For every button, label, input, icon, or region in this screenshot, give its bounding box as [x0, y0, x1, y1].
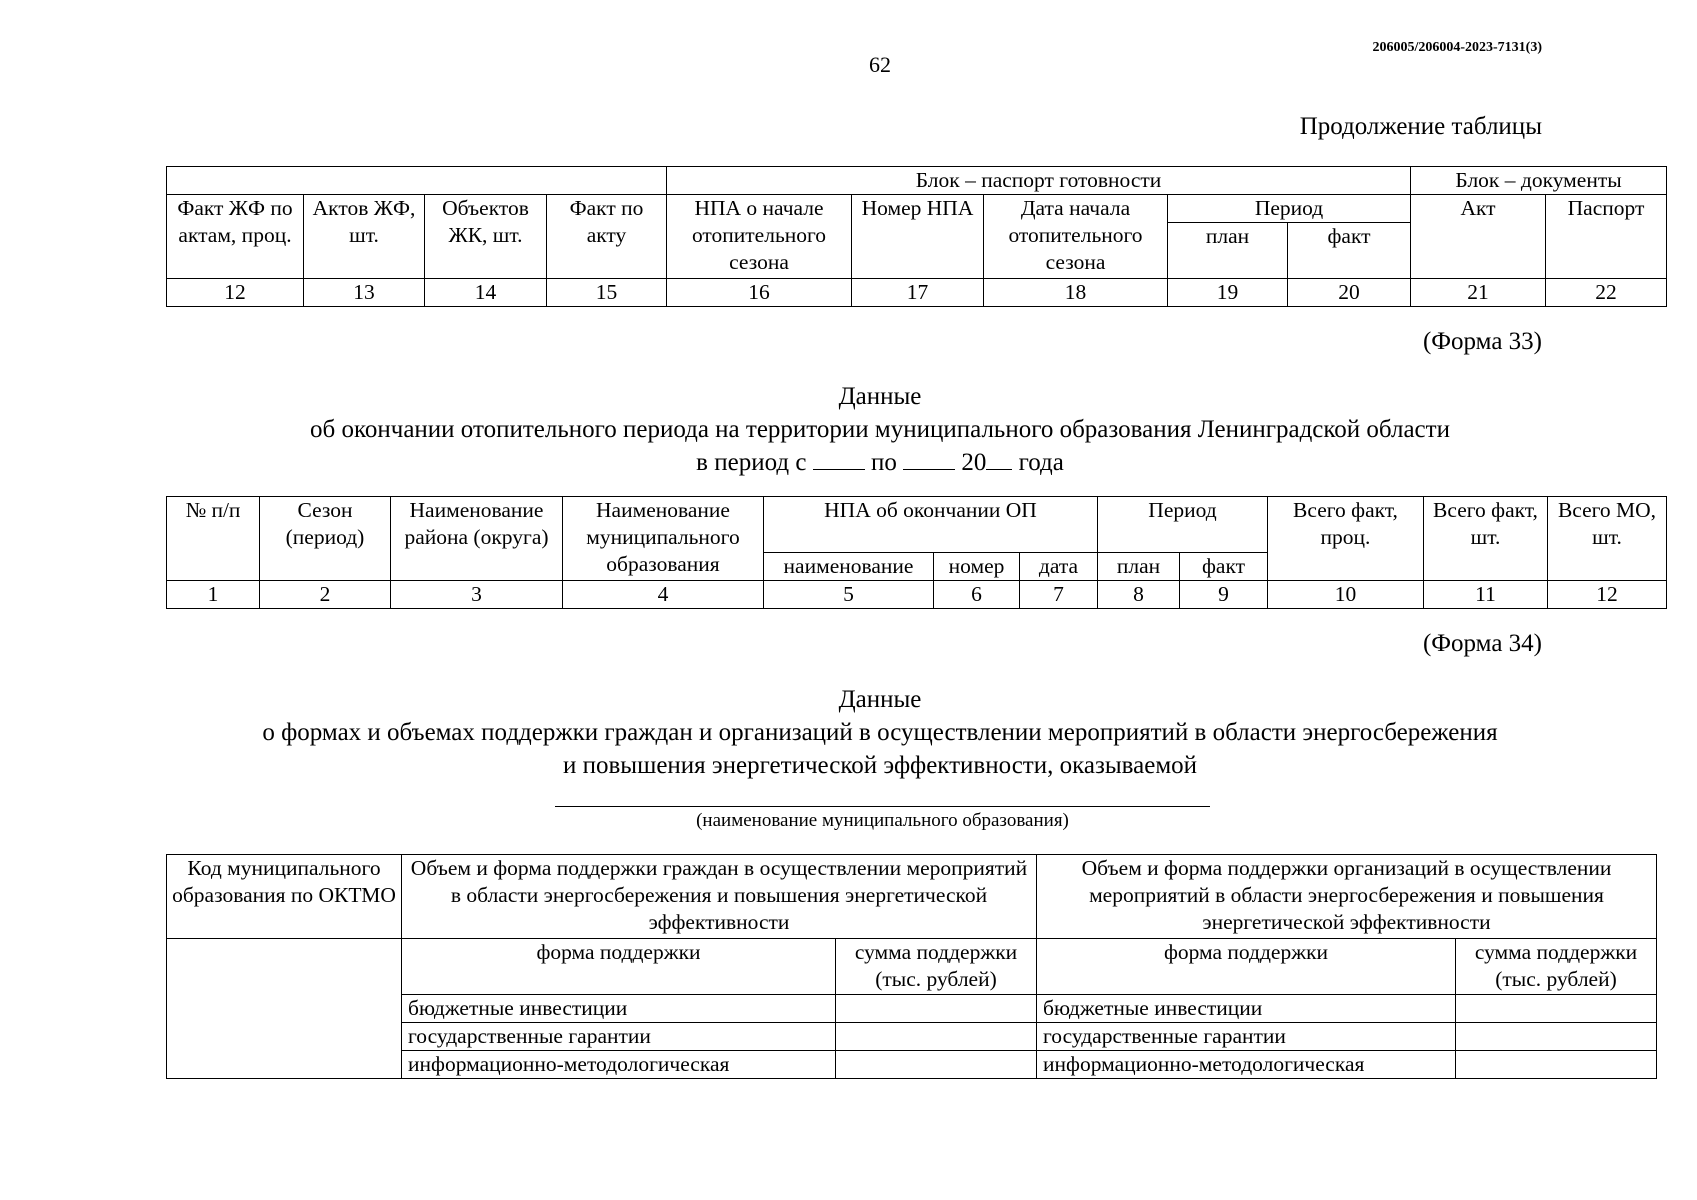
- col-total-mo: Всего МО, шт.: [1548, 497, 1667, 581]
- col-citizens-sum: сумма поддержки (тыс. рублей): [836, 939, 1037, 995]
- col-npa-start: НПА о начале отопительного сезона: [667, 195, 852, 279]
- citizens-support-sum: [836, 1051, 1037, 1079]
- form-33-heading: [0, 380, 1697, 479]
- col-total-fact-pct: Всего факт, проц.: [1268, 497, 1424, 581]
- column-number: 10: [1268, 581, 1424, 609]
- col-act: Акт: [1411, 195, 1546, 279]
- column-number: 12: [1548, 581, 1667, 609]
- form-34-label: (Форма 34): [1422, 630, 1542, 657]
- col-season: Сезон (период): [260, 497, 391, 581]
- column-number: 20: [1288, 279, 1411, 307]
- col-plan: план: [1168, 223, 1288, 279]
- col-fact-act: Факт по акту: [547, 195, 667, 279]
- column-number: 9: [1180, 581, 1268, 609]
- group-documents-header: Блок – документы: [1411, 167, 1667, 195]
- column-number: 7: [1020, 581, 1098, 609]
- orgs-support-form: информационно-методологическая: [1037, 1051, 1456, 1079]
- org-name-caption: (наименование муниципального образования): [696, 810, 1069, 831]
- col-orgs-support: Объем и форма поддержки организаций в осуществлении мероприятий в области энергосбережения и повышения энергетической эффективности: [1037, 855, 1657, 939]
- citizens-support-form: бюджетные инвестиции: [402, 995, 836, 1023]
- blank-start-date: [813, 447, 865, 470]
- orgs-support-sum: [1456, 1051, 1657, 1079]
- column-number: 21: [1411, 279, 1546, 307]
- continuation-table: [166, 166, 1667, 307]
- form-33-subtitle: об окончании отопительного периода на территории муниципального образования Ленинградской области: [310, 416, 1450, 443]
- citizens-support-sum: [836, 995, 1037, 1023]
- citizens-support-form: информационно-методологическая: [402, 1051, 836, 1079]
- col-orgs-sum: сумма поддержки (тыс. рублей): [1456, 939, 1657, 995]
- col-fact: факт: [1180, 553, 1268, 581]
- col-orgs-form: форма поддержки: [1037, 939, 1456, 995]
- orgs-support-form: государственные гарантии: [1037, 1023, 1456, 1051]
- col-citizens-form: форма поддержки: [402, 939, 836, 995]
- col-acts-zhf: Актов ЖФ, шт.: [304, 195, 425, 279]
- period-suffix: года: [1018, 449, 1064, 476]
- column-number: 15: [547, 279, 667, 307]
- period-year: 20: [961, 449, 987, 476]
- col-district: Наименование района (округа): [391, 497, 563, 581]
- col-mo: Наименование муниципального образования: [563, 497, 764, 581]
- form-33-table: [166, 496, 1667, 609]
- column-number: 1: [167, 581, 260, 609]
- column-number: 12: [167, 279, 304, 307]
- col-period: Период: [1168, 195, 1411, 223]
- col-plan: план: [1098, 553, 1180, 581]
- col-oktmo-code: Код муниципального образования по ОКТМО: [167, 855, 402, 939]
- form-34-subtitle-line2: и повышения энергетической эффективности, оказываемой: [562, 752, 1198, 779]
- col-num: № п/п: [167, 497, 260, 581]
- column-number: 5: [764, 581, 934, 609]
- orgs-support-form: бюджетные инвестиции: [1037, 995, 1456, 1023]
- column-number: 14: [425, 279, 547, 307]
- form-34-table: [166, 854, 1657, 1079]
- col-npa-name: наименование: [764, 553, 934, 581]
- column-number: 17: [852, 279, 984, 307]
- form-34-heading: [0, 683, 1697, 782]
- column-number: 4: [563, 581, 764, 609]
- orgs-support-sum: [1456, 995, 1657, 1023]
- column-number: 3: [391, 581, 563, 609]
- page-number: 62: [869, 52, 891, 77]
- form-34-subtitle-line1: о формах и объемах поддержки граждан и организаций в осуществлении мероприятий в области энергосбережения: [262, 719, 1498, 746]
- column-number: 18: [984, 279, 1168, 307]
- table-continuation-label: Продолжение таблицы: [1299, 113, 1542, 140]
- org-name-fill-line: [555, 806, 1210, 807]
- blank-end-date: [903, 447, 955, 470]
- col-fact: факт: [1288, 223, 1411, 279]
- period-mid: по: [870, 449, 897, 476]
- column-number: 13: [304, 279, 425, 307]
- col-npa-number: номер: [934, 553, 1020, 581]
- period-prefix: в период с: [696, 449, 807, 476]
- col-total-fact-pcs: Всего факт, шт.: [1424, 497, 1548, 581]
- column-number: 11: [1424, 581, 1548, 609]
- column-number: 19: [1168, 279, 1288, 307]
- column-number: 22: [1546, 279, 1667, 307]
- col-start-date: Дата начала отопительного сезона: [984, 195, 1168, 279]
- blank-year: [986, 447, 1012, 470]
- col-period: Период: [1098, 497, 1268, 553]
- oktmo-code-cell: [167, 939, 402, 1079]
- empty-header-cell: [167, 167, 667, 195]
- form-33-label: (Форма 33): [1422, 328, 1542, 355]
- column-number: 16: [667, 279, 852, 307]
- col-passport: Паспорт: [1546, 195, 1667, 279]
- column-number: 2: [260, 581, 391, 609]
- column-number: 8: [1098, 581, 1180, 609]
- form-33-period-line: [0, 446, 1697, 479]
- col-citizens-support: Объем и форма поддержки граждан в осуществлении мероприятий в области энергосбережения и повышения энергетической эффективности: [402, 855, 1037, 939]
- col-npa-date: дата: [1020, 553, 1098, 581]
- form-33-title: Данные: [838, 383, 922, 410]
- form-34-title: Данные: [838, 686, 922, 713]
- citizens-support-sum: [836, 1023, 1037, 1051]
- document-code: 206005/206004-2023-7131(3): [1372, 40, 1542, 55]
- col-objects-zhk: Объектов ЖК, шт.: [425, 195, 547, 279]
- col-npa-number: Номер НПА: [852, 195, 984, 279]
- column-number: 6: [934, 581, 1020, 609]
- group-passport-header: Блок – паспорт готовности: [667, 167, 1411, 195]
- col-npa: НПА об окончании ОП: [764, 497, 1098, 553]
- citizens-support-form: государственные гарантии: [402, 1023, 836, 1051]
- orgs-support-sum: [1456, 1023, 1657, 1051]
- col-fact-zhf: Факт ЖФ по актам, проц.: [167, 195, 304, 279]
